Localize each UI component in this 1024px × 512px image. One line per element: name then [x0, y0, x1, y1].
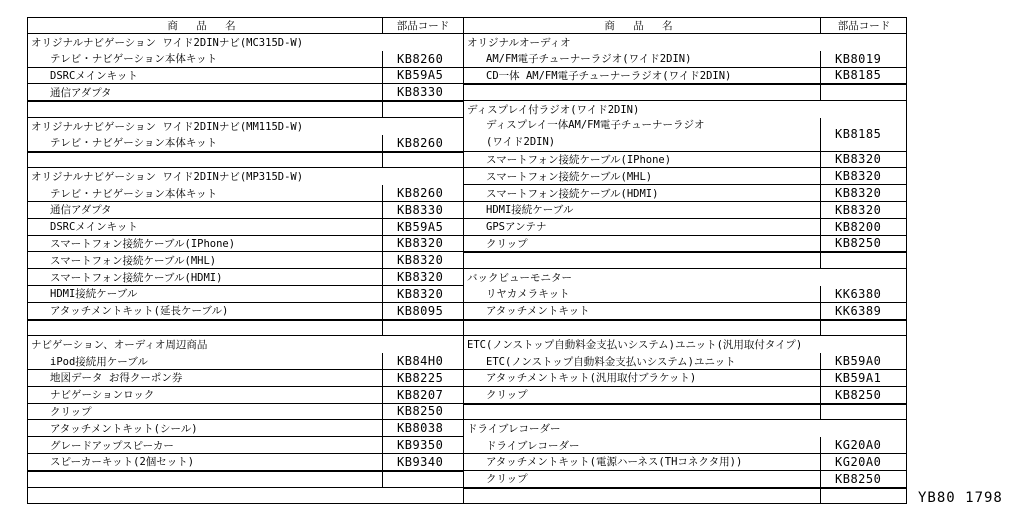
blank-row	[463, 488, 907, 505]
part-code: KK6380	[835, 286, 882, 301]
part-name: クリップ	[463, 236, 821, 252]
part-code: KB9340	[397, 454, 444, 469]
part-code: KB8260	[397, 51, 444, 66]
table-row	[27, 420, 463, 437]
table-row	[27, 68, 463, 85]
table-row	[27, 219, 463, 236]
table-row	[463, 370, 907, 387]
part-name: リヤカメラキット	[463, 286, 821, 302]
part-name	[463, 321, 821, 336]
part-name: クリップ	[463, 387, 821, 403]
section-title: ディスプレイ付ラジオ(ワイド2DIN)	[467, 104, 640, 117]
part-name: スマートフォン接続ケーブル(HDMI)	[463, 185, 821, 201]
part-name	[463, 253, 821, 268]
part-code: KB8185	[835, 68, 882, 83]
part-code: KG20A0	[835, 438, 882, 453]
table-row	[27, 202, 463, 219]
part-code: KB8320	[397, 270, 444, 285]
part-name	[27, 102, 383, 117]
part-code: KB9350	[397, 438, 444, 453]
table-row	[463, 303, 907, 320]
part-code: KG20A0	[835, 454, 882, 469]
part-name: ETC(ノンストップ自動料金支払いシステム)ユニット	[463, 353, 821, 369]
table-row	[27, 269, 463, 286]
part-name: アタッチメントキット	[463, 303, 821, 319]
part-name: DSRCメインキット	[27, 68, 383, 84]
part-name: グレードアップスピーカー	[27, 437, 383, 453]
part-code: KB8320	[397, 236, 444, 251]
part-name: DSRCメインキット	[27, 219, 383, 235]
table-row	[463, 185, 907, 202]
part-code: KB59A0	[835, 354, 882, 369]
part-name: テレビ・ナビゲーション本体キット	[27, 135, 383, 151]
part-name	[27, 321, 383, 336]
section-title: オリジナルナビゲーション ワイド2DINナビ(MP315D-W)	[31, 171, 304, 184]
table-row	[27, 51, 463, 68]
blank-row	[27, 152, 463, 169]
part-code: KB8250	[835, 471, 882, 486]
part-name: AM/FM電子チューナーラジオ(ワイド2DIN)	[463, 51, 821, 67]
table-row	[27, 404, 463, 421]
section-title: ドライブレコーダー	[467, 423, 561, 436]
part-code	[821, 405, 907, 420]
part-code: KB8320	[835, 202, 882, 217]
table-row	[463, 118, 907, 152]
table-row	[27, 185, 463, 202]
part-name: 通信アダプタ	[27, 84, 383, 100]
part-code: KB8260	[397, 135, 444, 150]
part-name: テレビ・ナビゲーション本体キット	[27, 185, 383, 201]
table-row	[27, 236, 463, 253]
part-name	[463, 118, 821, 151]
blank-row	[27, 471, 463, 488]
table-row	[27, 454, 463, 471]
table-row	[463, 202, 907, 219]
part-name: スマートフォン接続ケーブル(HDMI)	[27, 269, 383, 285]
section-title: オリジナルオーディオ	[467, 36, 571, 49]
part-code: KB59A5	[397, 219, 444, 234]
blank-row	[463, 84, 907, 101]
table-row	[463, 168, 907, 185]
part-name	[27, 472, 383, 487]
table-row	[463, 51, 907, 68]
part-code	[821, 321, 907, 336]
part-name: スマートフォン接続ケーブル(IPhone)	[27, 236, 383, 252]
table-row	[463, 236, 907, 253]
table-header-row	[27, 17, 463, 34]
part-name: CD一体 AM/FM電子チューナーラジオ(ワイド2DIN)	[463, 68, 821, 84]
part-name: 地図データ お得クーポン券	[27, 370, 383, 386]
part-code: KB8225	[397, 370, 444, 385]
part-name: iPod接続用ケーブル	[27, 353, 383, 369]
part-name: クリップ	[463, 471, 821, 487]
table-row	[463, 454, 907, 471]
header-part-code: 部品コード	[837, 19, 891, 32]
part-code: KB59A1	[835, 370, 882, 385]
table-row	[27, 252, 463, 269]
part-name	[463, 489, 821, 504]
table-row	[27, 84, 463, 101]
part-name: スマートフォン接続ケーブル(MHL)	[27, 252, 383, 268]
blank-row	[463, 404, 907, 421]
table-row	[463, 387, 907, 404]
part-name: テレビ・ナビゲーション本体キット	[27, 51, 383, 67]
part-name: HDMI接続ケーブル	[463, 202, 821, 218]
part-name: 通信アダプタ	[27, 202, 383, 218]
table-row	[463, 152, 907, 169]
part-code: KB8250	[835, 387, 882, 402]
section-title: オリジナルナビゲーション ワイド2DINナビ(MM115D-W)	[31, 120, 304, 133]
header-part-code: 部品コード	[396, 19, 450, 32]
part-code	[821, 253, 907, 268]
part-name	[463, 85, 821, 100]
part-code: KB8320	[835, 169, 882, 184]
table-row	[27, 286, 463, 303]
part-name	[463, 405, 821, 420]
section-title: ETC(ノンストップ自動料金支払いシステム)ユニット(汎用取付タイプ)	[467, 339, 803, 352]
blank-row	[27, 320, 463, 337]
part-name-line: (ワイド2DIN)	[486, 136, 556, 149]
part-code: KB8330	[397, 85, 444, 100]
part-code: KB8330	[397, 202, 444, 217]
part-code: KB8095	[397, 303, 444, 318]
part-code	[383, 321, 463, 336]
part-name: HDMI接続ケーブル	[27, 286, 383, 302]
part-code: KB8207	[397, 387, 444, 402]
part-code	[383, 153, 463, 168]
blank-row	[27, 101, 463, 118]
part-code: KB8320	[835, 152, 882, 167]
section-title: ナビゲーション、オーディオ周辺商品	[31, 339, 208, 352]
part-code: KB8185	[835, 127, 882, 142]
part-code: KB8019	[835, 51, 882, 66]
part-code	[821, 85, 907, 100]
part-name: スマートフォン接続ケーブル(IPhone)	[463, 152, 821, 168]
part-name: アタッチメントキット(シール)	[27, 420, 383, 436]
part-name: スマートフォン接続ケーブル(MHL)	[463, 168, 821, 184]
part-name: アタッチメントキット(電源ハーネス(THコネクタ用))	[463, 454, 821, 470]
table-row	[463, 286, 907, 303]
part-name: クリップ	[27, 404, 383, 420]
table-row	[463, 68, 907, 85]
part-code: KB8250	[835, 236, 882, 251]
part-name: アタッチメントキット(延長ケーブル)	[27, 303, 383, 319]
part-code	[383, 102, 463, 117]
part-code: KB8038	[397, 421, 444, 436]
part-code: KB8200	[835, 219, 882, 234]
part-name: ナビゲーションロック	[27, 387, 383, 403]
header-product-name: 商 品 名	[27, 17, 383, 33]
table-row	[463, 353, 907, 370]
table-row	[463, 471, 907, 488]
table-row	[27, 135, 463, 152]
table-row	[27, 387, 463, 404]
table-row	[27, 437, 463, 454]
part-name: アタッチメントキット(汎用取付ブラケット)	[463, 370, 821, 386]
header-product-name: 商 品 名	[463, 17, 821, 33]
part-name: スピーカーキット(2個セット)	[27, 454, 383, 470]
section-title: バックビューモニター	[467, 272, 572, 285]
part-code: KK6389	[835, 303, 882, 318]
part-name	[27, 153, 383, 168]
table-row	[27, 353, 463, 370]
blank-row	[463, 320, 907, 337]
part-code: KB8320	[397, 286, 444, 301]
part-code: KB8260	[397, 186, 444, 201]
table-header-row	[463, 17, 907, 34]
part-name-line: ディスプレイ一体AM/FM電子チューナーラジオ	[486, 119, 705, 132]
document-reference: YB80 1798	[918, 490, 1003, 506]
part-code: KB84H0	[397, 354, 444, 369]
table-row	[27, 303, 463, 320]
blank-row	[463, 252, 907, 269]
part-code: KB59A5	[397, 68, 444, 83]
part-code	[383, 472, 463, 487]
part-code: KB8320	[835, 186, 882, 201]
part-code: KB8250	[397, 404, 444, 419]
table-row	[27, 370, 463, 387]
table-row	[463, 437, 907, 454]
part-name: GPSアンテナ	[463, 219, 821, 235]
part-code: KB8320	[397, 253, 444, 268]
part-name: ドライブレコーダー	[463, 437, 821, 453]
section-title: オリジナルナビゲーション ワイド2DINナビ(MC315D-W)	[31, 36, 304, 49]
table-row	[463, 219, 907, 236]
part-code	[821, 489, 907, 504]
